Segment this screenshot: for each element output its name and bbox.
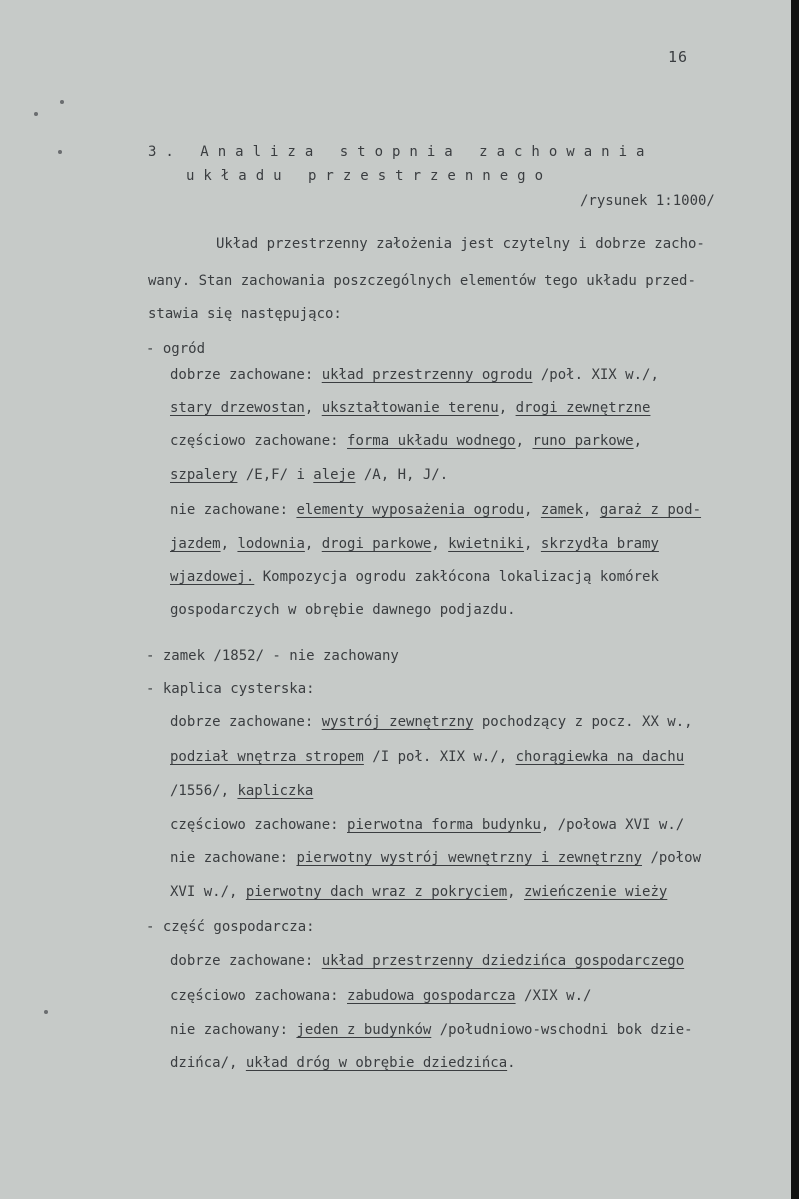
- underlined-phrase: forma układu wodnego: [347, 433, 516, 449]
- chapel-label: - kaplica cysterska:: [146, 681, 315, 697]
- text-run: ,: [524, 502, 541, 518]
- underlined-phrase: układ przestrzenny dziedzińca gospodarczego: [321, 953, 685, 969]
- underlined-phrase: podział wnętrza stropem: [170, 749, 364, 765]
- garden-line: [170, 601, 516, 619]
- text-run: /E,F/ i: [237, 467, 314, 483]
- underlined-phrase: stary drzewostan: [170, 400, 305, 416]
- text-run: /poł. XIX w./,: [532, 367, 659, 383]
- text-run: , /połowa XVI w./: [540, 817, 685, 833]
- garden-line: [170, 432, 642, 450]
- scan-speck: [60, 100, 64, 104]
- farm-line: [170, 987, 591, 1005]
- underlined-phrase: wjazdowej.: [170, 569, 255, 585]
- text-run: pochodzący z pocz. XX w.,: [473, 714, 693, 730]
- intro-line: Układ przestrzenny założenia jest czytelny i dobrze zacho-: [216, 236, 705, 252]
- underlined-phrase: lodownia: [237, 536, 305, 552]
- drawing-scale-note: /rysunek 1:1000/: [580, 193, 715, 209]
- text-run: ,: [498, 400, 516, 416]
- garden-label: - ogród: [146, 341, 206, 357]
- text-run: ,: [633, 433, 643, 449]
- underlined-phrase: drogi zewnętrzne: [515, 400, 651, 416]
- intro-line: stawia się następująco:: [148, 306, 342, 322]
- text-run: dzińca/,: [170, 1055, 246, 1071]
- underlined-phrase: pierwotny dach wraz z pokryciem: [245, 884, 508, 900]
- text-run: dobrze zachowane:: [170, 953, 322, 969]
- chapel-line: [170, 816, 684, 834]
- text-run: ,: [220, 536, 238, 552]
- underlined-phrase: układ dróg w obrębie dziedzińca: [245, 1055, 508, 1071]
- text-run: ,: [431, 536, 449, 552]
- text-run: /1556/,: [170, 783, 238, 799]
- underlined-phrase: jazdem: [170, 536, 221, 552]
- chapel-line: [170, 748, 684, 766]
- scan-edge: [791, 0, 799, 1199]
- text-run: dobrze zachowane:: [170, 367, 322, 383]
- garden-line: [170, 501, 701, 519]
- underlined-phrase: chorągiewka na dachu: [515, 749, 685, 765]
- text-run: /A, H, J/.: [355, 467, 449, 483]
- garden-line: [170, 535, 659, 553]
- text-run: nie zachowane:: [170, 502, 297, 518]
- underlined-phrase: zwieńczenie wieży: [524, 884, 668, 900]
- underlined-phrase: wystrój zewnętrzny: [321, 714, 474, 730]
- text-run: częściowo zachowana:: [170, 988, 348, 1004]
- underlined-phrase: szpalery: [170, 467, 238, 483]
- intro-line: wany. Stan zachowania poszczególnych elementów tego układu przed-: [148, 273, 696, 289]
- scan-speck: [34, 112, 38, 116]
- text-run: ,: [524, 536, 541, 552]
- underlined-phrase: pierwotny wystrój wewnętrzny i zewnętrzny: [296, 850, 643, 866]
- garden-line: [170, 399, 650, 417]
- underlined-phrase: jeden z budynków: [296, 1022, 432, 1038]
- text-run: /I poł. XIX w./,: [363, 749, 516, 765]
- underlined-phrase: skrzydła bramy: [540, 536, 659, 552]
- text-run: /połow: [642, 850, 702, 866]
- chapel-line: [170, 883, 667, 901]
- underlined-phrase: drogi parkowe: [321, 536, 432, 552]
- chapel-line: [170, 849, 701, 867]
- farm-line: [170, 1054, 516, 1072]
- page-number: 16: [668, 48, 689, 66]
- text-run: XVI w./,: [170, 884, 246, 900]
- scan-speck: [58, 150, 62, 154]
- garden-line: [170, 568, 659, 586]
- farm-label: - część gospodarcza:: [146, 919, 315, 935]
- section-heading-continued: układu przestrzennego: [186, 168, 553, 184]
- text-run: ,: [304, 400, 322, 416]
- underlined-phrase: zabudowa gospodarcza: [347, 988, 516, 1004]
- text-run: gospodarczych w obrębie dawnego podjazdu.: [170, 602, 516, 618]
- text-run: częściowo zachowane:: [170, 433, 348, 449]
- text-run: .: [507, 1055, 516, 1071]
- text-run: ,: [304, 536, 322, 552]
- underlined-phrase: kapliczka: [237, 783, 314, 799]
- text-run: /południowo-wschodni bok dzie-: [431, 1022, 693, 1038]
- underlined-phrase: układ przestrzenny ogrodu: [321, 367, 533, 383]
- chapel-line: [170, 713, 693, 731]
- text-run: częściowo zachowane:: [170, 817, 348, 833]
- underlined-phrase: runo parkowe: [532, 433, 634, 449]
- underlined-phrase: aleje: [313, 467, 356, 483]
- text-run: ,: [507, 884, 525, 900]
- text-run: dobrze zachowane:: [170, 714, 322, 730]
- underlined-phrase: zamek: [540, 502, 584, 518]
- section-heading: 3. Analiza stopnia zachowania: [148, 144, 654, 160]
- underlined-phrase: kwietniki: [448, 536, 525, 552]
- text-run: Kompozycja ogrodu zakłócona lokalizacją komórek: [254, 569, 659, 585]
- text-run: /XIX w./: [515, 988, 592, 1004]
- underlined-phrase: pierwotna forma budynku: [347, 817, 541, 833]
- underlined-phrase: garaż z pod-: [599, 502, 702, 518]
- farm-line: [170, 952, 684, 970]
- chapel-line: [170, 782, 313, 800]
- text-run: nie zachowany:: [170, 1022, 297, 1038]
- text-run: ,: [583, 502, 600, 518]
- garden-line: [170, 466, 448, 484]
- garden-line: [170, 366, 659, 384]
- text-run: ,: [515, 433, 533, 449]
- text-run: nie zachowane:: [170, 850, 297, 866]
- underlined-phrase: elementy wyposażenia ogrodu: [296, 502, 525, 518]
- castle-line: - zamek /1852/ - nie zachowany: [146, 648, 399, 664]
- scan-speck: [44, 1010, 48, 1014]
- underlined-phrase: ukształtowanie terenu: [321, 400, 499, 416]
- farm-line: [170, 1021, 693, 1039]
